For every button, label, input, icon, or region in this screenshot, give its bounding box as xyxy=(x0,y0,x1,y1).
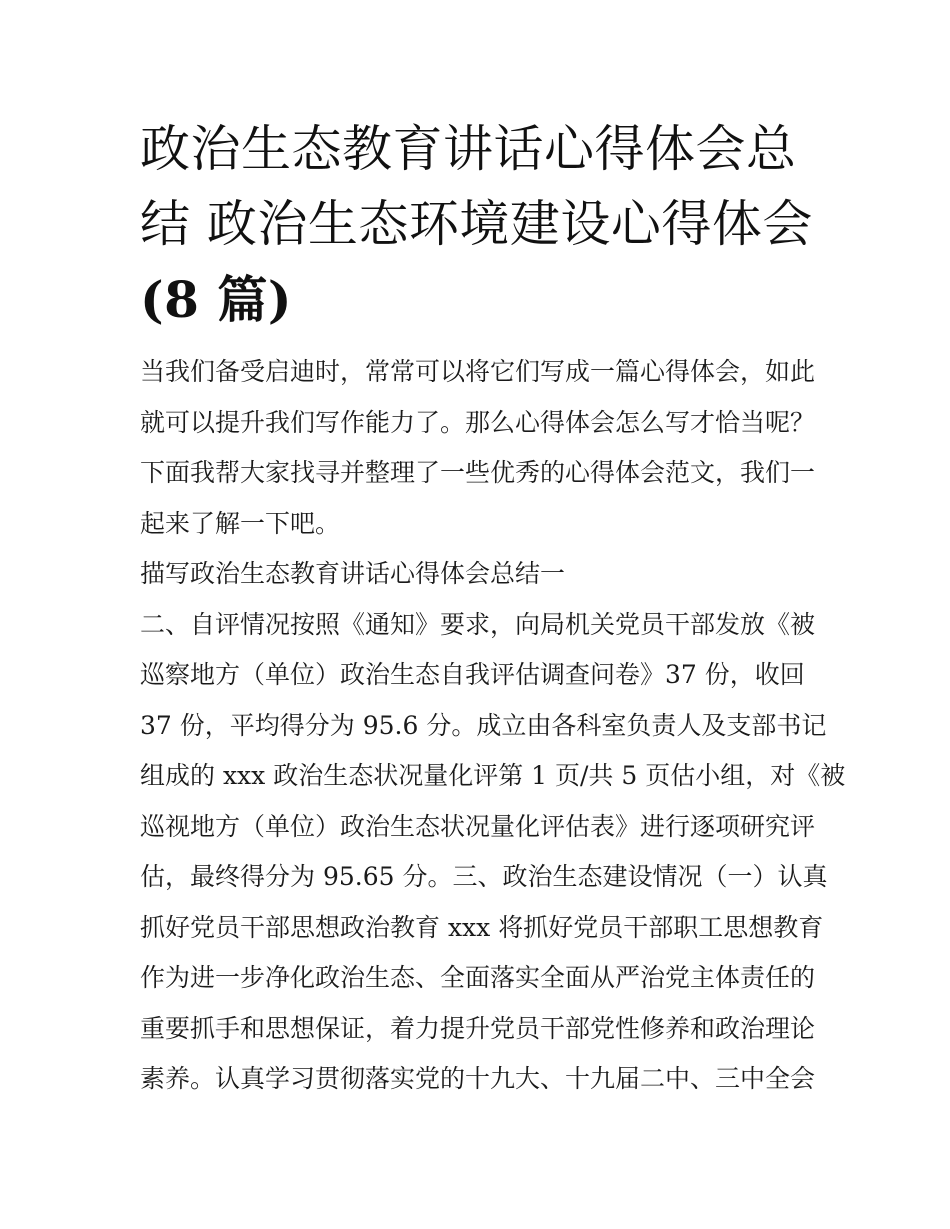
body-line-10: 巡视地方（单位）政治生态状况量化评估表》进行逐项研究评 xyxy=(140,811,816,841)
body-line-2: 就可以提升我们写作能力了。那么心得体会怎么写才恰当呢？ xyxy=(140,407,816,437)
title-line-3: (8 篇) xyxy=(140,270,293,329)
document-title xyxy=(140,112,820,337)
body-line-13: 作为进一步净化政治生态、全面落实全面从严治党主体责任的 xyxy=(140,963,816,992)
document-page xyxy=(140,112,846,1105)
body-line-8: 37 份，平均得分为 95.6 分。成立由各科室负责人及支部书记 xyxy=(140,710,827,740)
body-line-7: 巡察地方（单位）政治生态自我评估调查问卷》37 份，收回 xyxy=(140,660,805,689)
section-heading: 描写政治生态教育讲话心得体会总结一 xyxy=(140,559,566,588)
document-body xyxy=(140,347,846,1105)
body-line-14: 重要抓手和思想保证，着力提升党员干部党性修养和政治理论 xyxy=(140,1013,816,1043)
body-line-6: 二、自评情况按照《通知》要求，向局机关党员干部发放《被 xyxy=(140,609,816,639)
body-line-9: 组成的 xxx 政治生态状况量化评第 1 页/共 5 页估小组，对《被 xyxy=(140,761,846,790)
body-line-15: 素养。认真学习贯彻落实党的十九大、十九届二中、三中全会 xyxy=(140,1064,816,1093)
body-line-4: 起来了解一下吧。 xyxy=(140,508,341,538)
title-line-2: 结 政治生态环境建设心得体会 xyxy=(140,195,813,253)
body-line-11: 估，最终得分为 95.65 分。三、政治生态建设情况（一）认真 xyxy=(140,862,828,891)
body-line-12: 抓好党员干部思想政治教育 xxx 将抓好党员干部职工思想教育 xyxy=(140,912,824,942)
body-line-1: 当我们备受启迪时，常常可以将它们写成一篇心得体会，如此 xyxy=(140,357,816,386)
body-line-3: 下面我帮大家找寻并整理了一些优秀的心得体会范文，我们一 xyxy=(140,458,816,487)
title-line-1: 政治生态教育讲话心得体会总 xyxy=(140,120,797,178)
